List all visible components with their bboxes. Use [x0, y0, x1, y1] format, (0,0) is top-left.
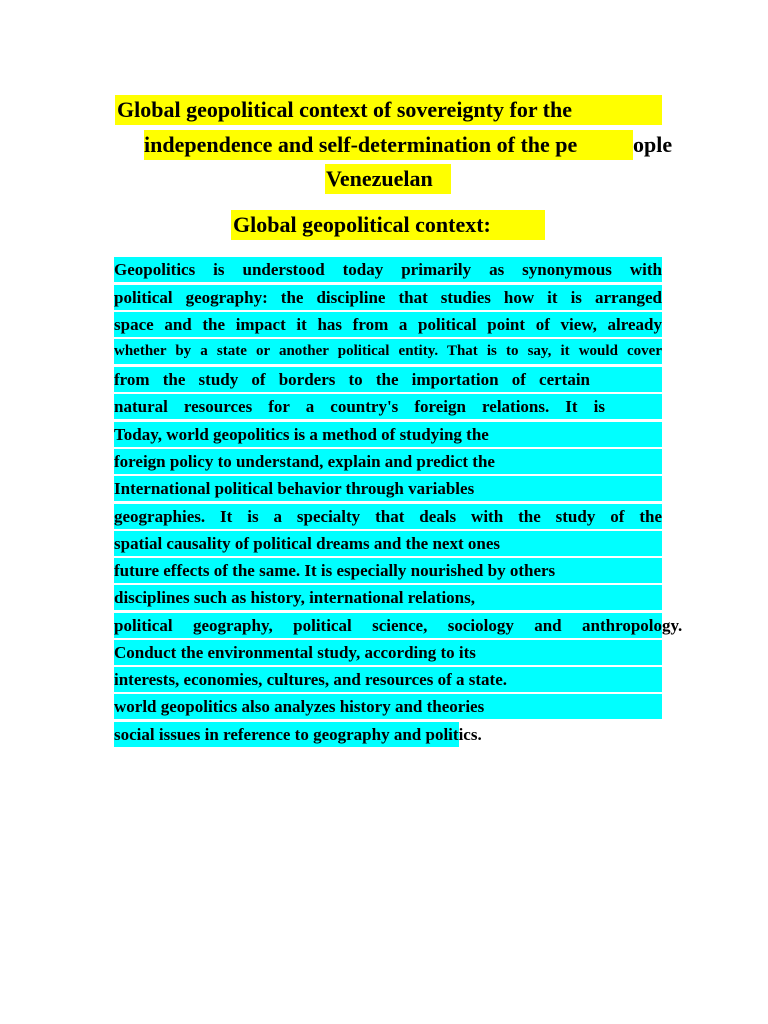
body-line-3: space and the impact it has from a political point of view, already [114, 312, 662, 337]
title-line-2 [144, 130, 672, 160]
body-line-12: future effects of the same. It is especially nourished by others [114, 558, 662, 583]
title-line-3: Venezuelan [325, 164, 451, 194]
body-line-4: whether by a state or another political entity. That is to say, it would cover [114, 339, 662, 364]
body-line-13: disciplines such as history, international relations, [114, 585, 662, 610]
title-line-1: Global geopolitical context of sovereignty for the [115, 95, 662, 125]
body-line-18-highlighted: social issues in reference to geography and polit [114, 722, 459, 747]
body-line-17: world geopolitics also analyzes history and theories [114, 694, 662, 719]
body-line-16: interests, economies, cultures, and resources of a state. [114, 667, 662, 692]
body-line-18 [114, 722, 482, 747]
body-line-5-text: from the study of borders to the importation of certain [114, 370, 590, 389]
body-line-1: Geopolitics is understood today primarily as synonymous with [114, 257, 662, 282]
body-line-5 [114, 367, 662, 392]
body-line-18-rest: ics. [458, 725, 482, 744]
body-line-6-text: natural resources for a country's foreign relations. It is [114, 397, 605, 416]
body-line-10: geographies. It is a specialty that deals with the study of the [114, 504, 662, 529]
body-line-14-highlighted: political geography, political science, sociology and anthropolo [114, 613, 662, 638]
body-line-8: foreign policy to understand, explain and predict the [114, 449, 662, 474]
section-heading: Global geopolitical context: [231, 210, 545, 240]
body-line-6 [114, 394, 662, 419]
body-line-9: International political behavior through variables [114, 476, 662, 501]
body-line-2: political geography: the discipline that studies how it is arranged [114, 285, 662, 310]
body-line-11: spatial causality of political dreams and the next ones [114, 531, 662, 556]
body-line-14-rest: gy. [662, 616, 683, 635]
title-line-2-rest: ople [633, 132, 673, 157]
title-line-2-highlighted: independence and self-determination of the pe [144, 130, 633, 160]
body-line-14 [114, 613, 682, 638]
body-line-15: Conduct the environmental study, according to its [114, 640, 662, 665]
body-line-7: Today, world geopolitics is a method of studying the [114, 422, 662, 447]
